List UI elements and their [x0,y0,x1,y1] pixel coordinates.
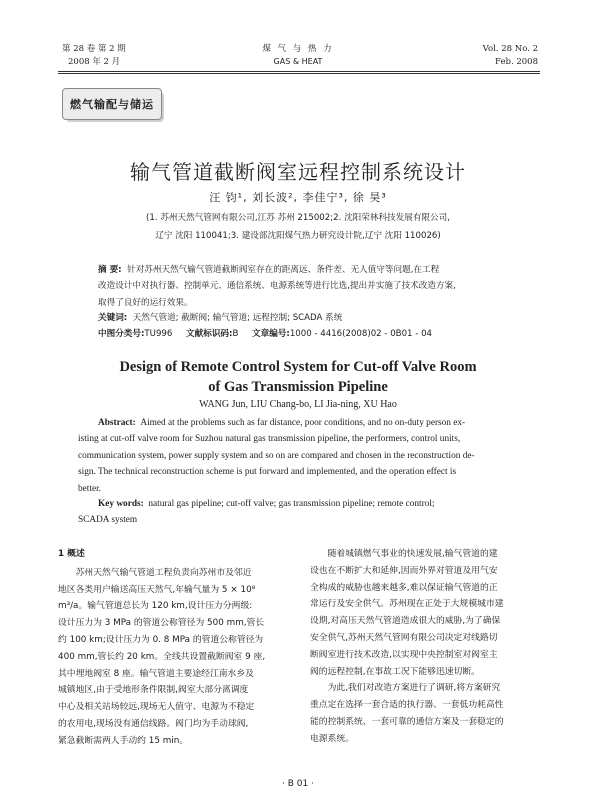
left-column-line: 400 mm,管长约 20 km。全线共设置截断阀室 9 座, [58,651,266,662]
right-column [310,546,542,748]
left-column-line: 设计压力为 3 MPa 的管道公称管径为 500 mm,管长 [58,618,265,629]
clc-label: 中图分类号: [98,329,145,339]
right-column-p1-line: 阀的远程控制,在事故工况下能够迅速切断。 [310,666,480,677]
paper-title-en-2: of Gas Transmission Pipeline [208,379,388,395]
left-column-line: 地区各类用户输送高压天然气,年输气量为 5 × 10⁸ [58,584,256,595]
right-column-paragraph-2 [310,680,542,747]
keywords-en-label: Key words: [98,499,144,509]
section-1-heading: 1 概述 [58,549,85,559]
journal-date-en: Feb. 2008 [495,57,538,67]
abstract-en-line-1: Aimed at the problems such as far distance, poor conditions, and no on-duty person ex- [140,418,466,428]
abstract-en-label: Abstract: [98,418,136,428]
authors-en: WANG Jun, LIU Chang-bo, LI Jia-ning, XU Hao [199,399,397,410]
doc-code-value: B [232,329,239,339]
right-column-p1-line: 设也在不断扩大和延伸,因而外界对管道及用气安 [310,565,498,576]
left-column-body [58,565,298,750]
left-column-line: 紧急截断需两人手动约 15 min。 [58,735,189,746]
page-number: · B 01 · [282,779,314,789]
classification-line [98,326,432,342]
left-column-line: 苏州天然气输气管道工程负责向苏州市及邻近 [75,567,252,578]
abstract-en-line-3: communication system, power supply system and so on are compared and chosen in the reconstruction de- [78,450,475,461]
article-no-label: 文章编号: [252,329,290,339]
right-column-p1-line: 安全供气,苏州天然气管网有限公司决定对线路切 [310,632,498,643]
abstract-en-line-5: better. [78,483,101,494]
clc-value: TU996 [144,329,173,339]
keywords-en [78,496,518,529]
right-column-p1-line: 随着城镇燃气事业的快速发展,输气管道的建 [327,549,498,559]
right-column-paragraph-1 [310,546,542,680]
journal-name-en: GAS & HEAT [273,57,323,66]
left-column-line: 其中埋地阀室 8 座。输气管道主要途经江南水乡及 [58,668,254,679]
keywords-cn-label: 关键词: [98,313,128,323]
abstract-en [78,415,518,497]
article-no-value: 1000 - 4416(2008)02 - 0B01 - 04 [289,329,433,339]
abstract-en-line-4: sign. The technical reconstruction scheme is put forward and implemented, and the operation effect is [78,467,457,478]
paper-title-cn: 输气管道截断阀室远程控制系统设计 [130,160,466,184]
header-rule [58,71,540,72]
right-column-p2-line: 电源系统。 [310,733,354,744]
keywords-cn [98,310,342,326]
abstract-cn-label: 摘 要: [98,265,122,275]
left-column-line: 约 100 km;设计压力为 0. 8 MPa 的管道公称管径为 [58,634,264,645]
abstract-cn-line-3: 取得了良好的运行效果。 [98,297,193,308]
abstract-cn-line-1: 针对苏州天然气输气管道截断阀室存在的距离远、条件差、无人值守等问题,在工程 [127,265,440,275]
keywords-cn-text: 天然气管道; 截断阀; 输气管道; 远程控制; SCADA 系统 [132,313,343,323]
abstract-cn [98,262,518,311]
paper-title-en-1: Design of Remote Control System for Cut-off Valve Room [119,359,477,375]
affiliation-line-2: 辽宁 沈阳 110041;3. 建设部沈阳煤气热力研究设计院,辽宁 沈阳 110026) [155,231,441,241]
keywords-en-line-2: SCADA system [78,515,138,526]
section-badge: 燃气输配与储运 [62,88,162,120]
right-column-p1-line: 断阀室进行技术改造,以实现中央控制室对阀室主 [310,649,498,660]
abstract-en-line-2: isting at cut-off valve room for Suzhou natural gas transmission pipeline, the performers, control units, [78,434,461,445]
left-column-line: 的农用电,现场没有通信线路。阀门均为手动球阀, [58,718,249,729]
affiliation-line-1: (1. 苏州天然气管网有限公司,江苏 苏州 215002;2. 沈阳荣林科技发展有限公司, [146,213,450,223]
journal-volume: 第 28 卷 第 2 期 [62,44,126,54]
left-column [58,546,298,750]
journal-volume-en: Vol. 28 No. 2 [482,44,538,54]
left-column-line: m³/a。输气管道总长为 120 km,设计压力分两级: [58,601,253,612]
right-column-p1-line: 全构成的威胁也越来越多,难以保证输气管道的正 [310,582,498,593]
left-column-line: 城镇地区,由于受地形条件限制,阀室大部分离调度 [58,685,249,696]
header-rule-2 [58,73,540,74]
left-column-line: 中心及相关站场较远,现场无人值守、电源为不稳定 [58,702,255,713]
journal-date: 2008 年 2 月 [68,57,121,67]
right-column-p2-line: 重点定在选择一套合适的执行器、一套低功耗高性 [310,700,504,711]
right-column-p2-line: 为此,我们对改造方案进行了调研,将方案研究 [327,683,501,694]
abstract-cn-line-2: 改造设计中对执行器、控制单元、通信系统、电源系统等进行比选,提出并实施了技术改造方案, [98,281,456,292]
right-column-p2-line: 能的控制系统、一套可靠的通信方案及一套稳定的 [310,716,504,727]
authors-cn: 汪 钧¹, 刘长波², 李佳宁³, 徐 昊³ [209,191,387,204]
right-column-p1-line: 常运行及安全供气。苏州现在正处于大规模城市建 [310,599,504,610]
doc-code-label: 文献标识码: [186,329,233,339]
keywords-en-line-1: natural gas pipeline; cut-off valve; gas transmission pipeline; remote control; [148,499,435,509]
journal-name-cn: 煤 气 与 热 力 [262,44,334,54]
right-column-p1-line: 设期,对高压天然气管道造成很大的威胁,为了确保 [310,616,501,627]
